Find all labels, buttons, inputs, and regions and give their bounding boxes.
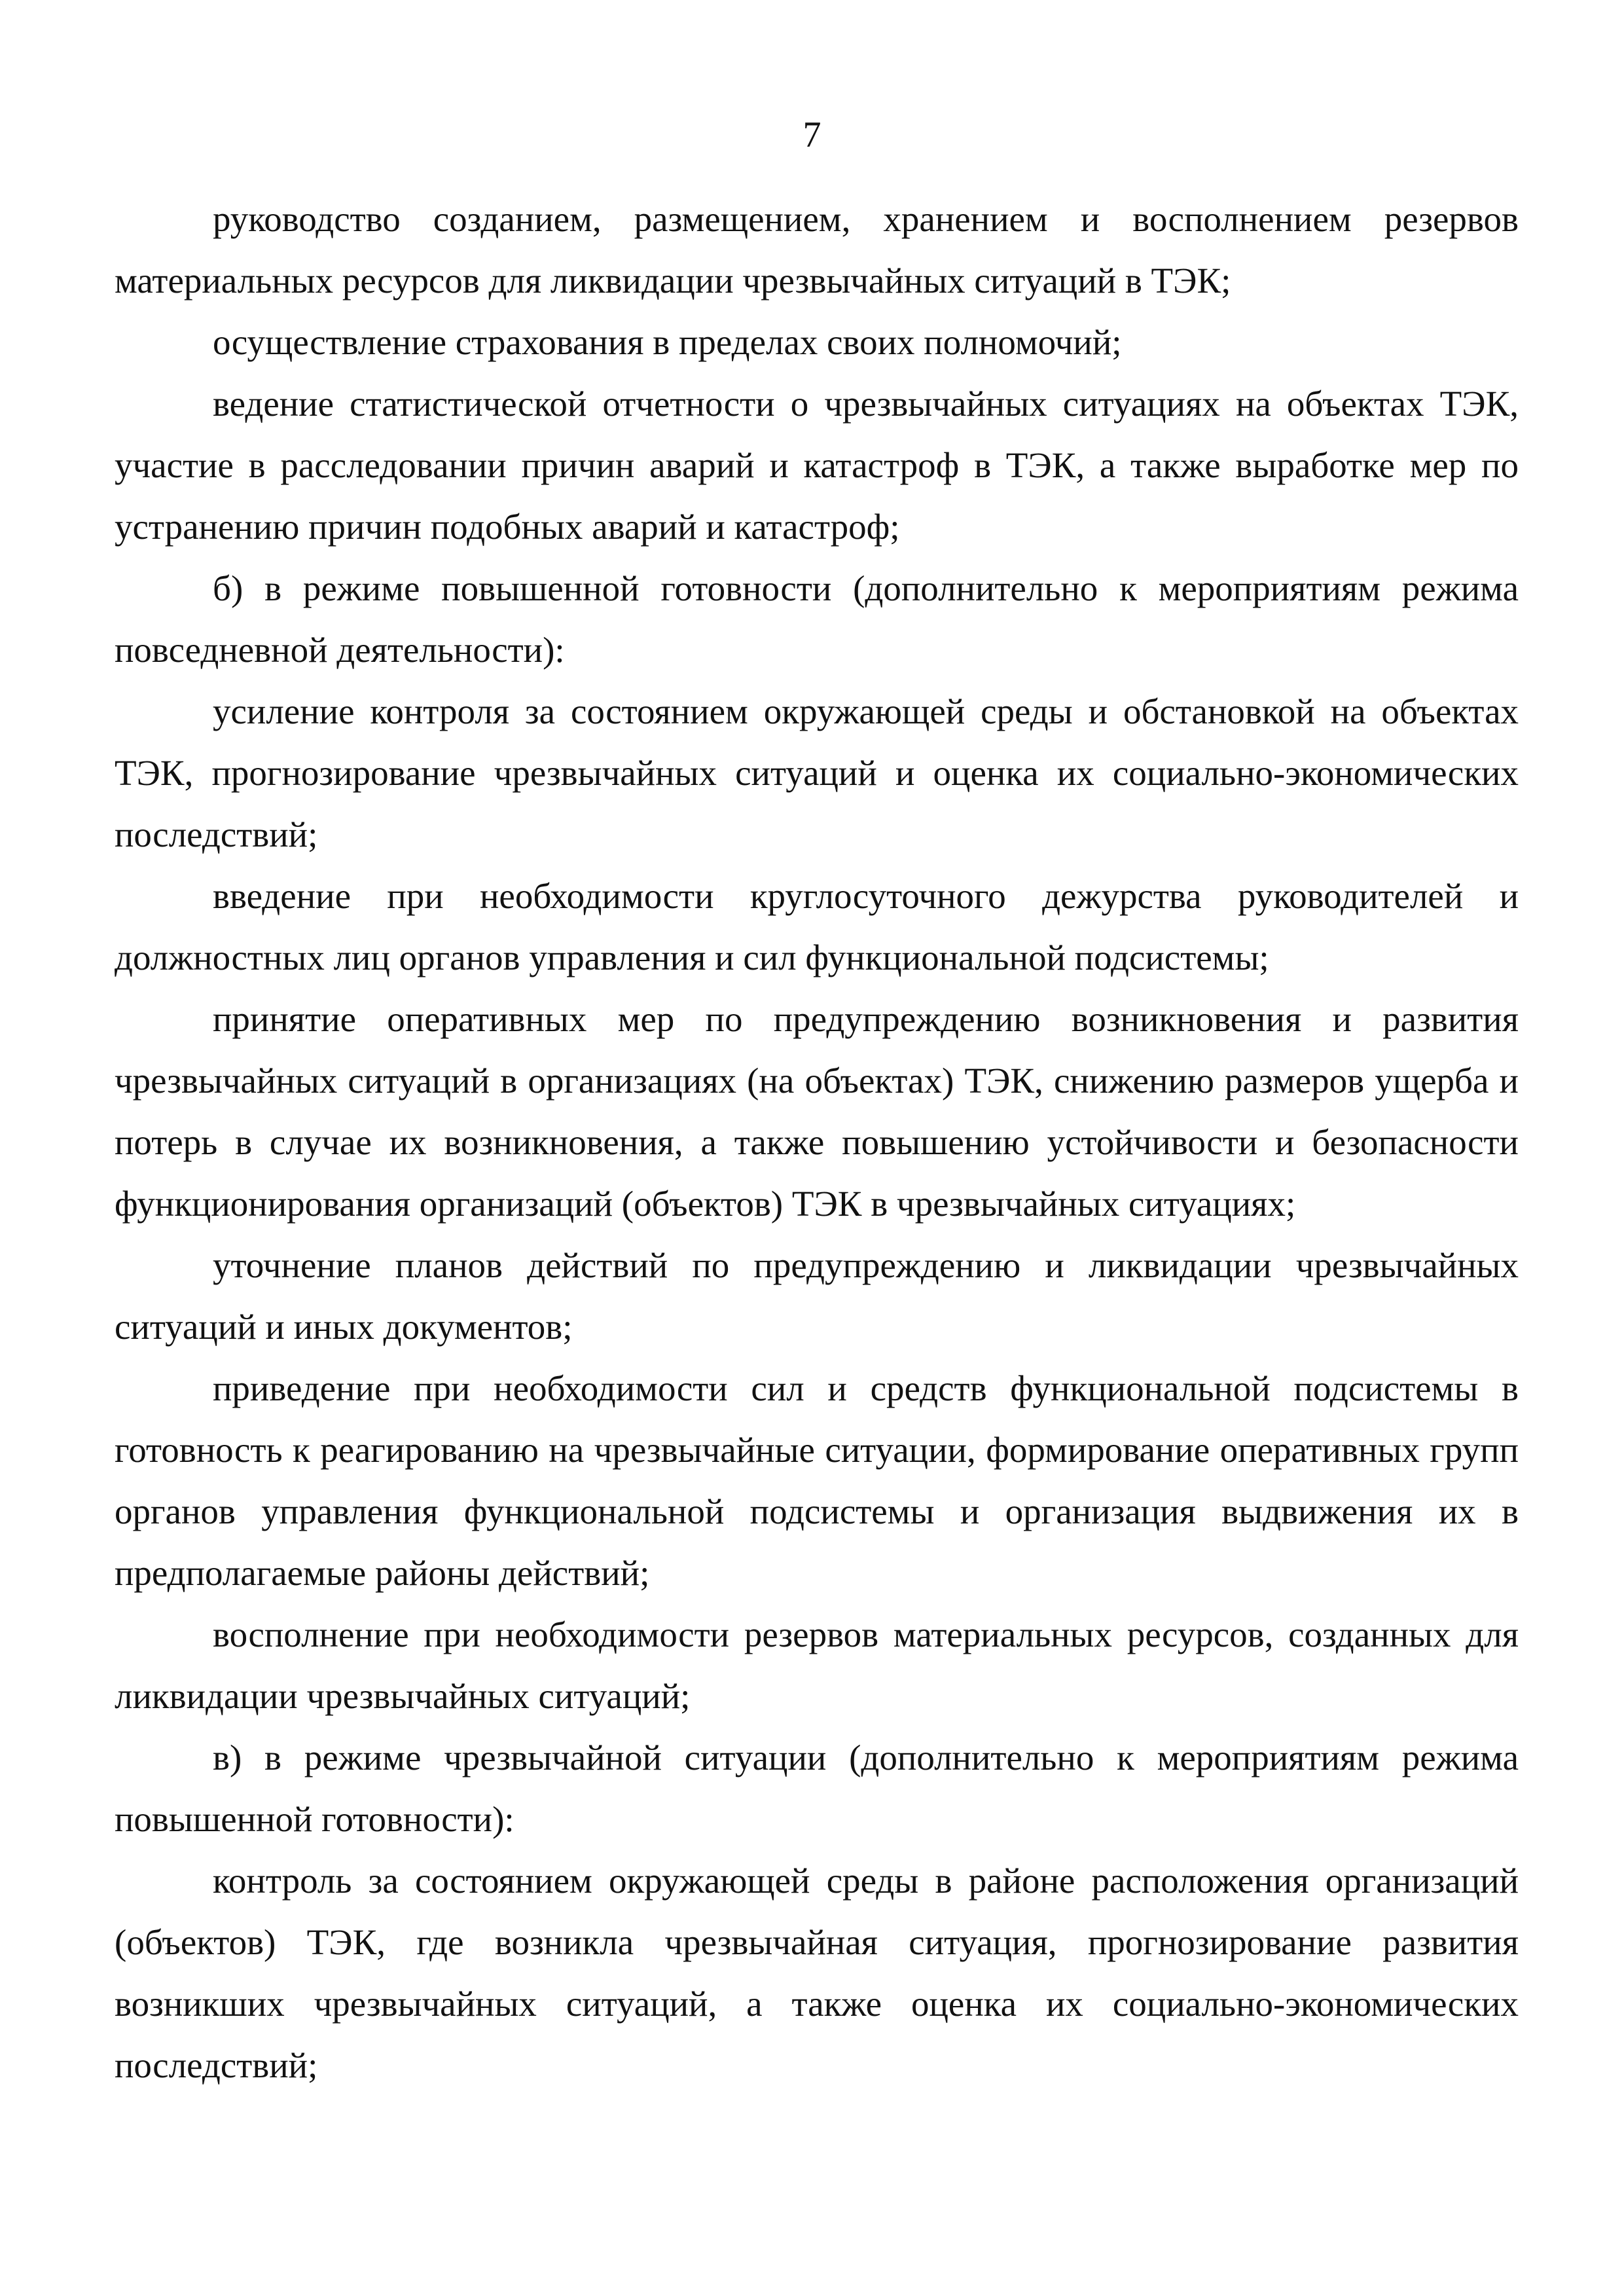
paragraph: контроль за состоянием окружающей среды в районе расположения организаций (объектов) ТЭК, где возникла чрезвычайная ситуация, прогнозирование развития возникших чрезвычайных ситуаций, а также оценка их социально-экономических последствий; (115, 1861, 1519, 2085)
paragraph: уточнение планов действий по предупреждению и ликвидации чрезвычайных ситуаций и иных документов; (115, 1245, 1519, 1347)
paragraph: усиление контроля за состоянием окружающей среды и обстановкой на объектах ТЭК, прогнозирование чрезвычайных ситуаций и оценка их социально-экономических последствий; (115, 691, 1519, 854)
page-number: 7 (803, 115, 821, 155)
paragraph: осуществление страхования в пределах своих полномочий; (213, 322, 1122, 362)
paragraph: приведение при необходимости сил и средств функциональной подсистемы в готовность к реагированию на чрезвычайные ситуации, формирование оперативных групп органов управления функциональной подсистемы и организация выдвижения их в предполагаемые районы действий; (115, 1368, 1519, 1593)
paragraph: принятие оперативных мер по предупреждению возникновения и развития чрезвычайных ситуаций в организациях (на объектах) ТЭК, снижению размеров ущерба и потерь в случае их возникновения, а также повышению устойчивости и безопасности функционирования организаций (объектов) ТЭК в чрезвычайных ситуациях; (115, 999, 1519, 1224)
document-body (115, 189, 1519, 2096)
paragraph: введение при необходимости круглосуточного дежурства руководителей и должностных лиц органов управления и сил функциональной подсистемы; (115, 876, 1519, 977)
paragraph: в) в режиме чрезвычайной ситуации (дополнительно к мероприятиям режима повышенной готовности): (115, 1738, 1519, 1839)
paragraph: восполнение при необходимости резервов материальных ресурсов, созданных для ликвидации чрезвычайных ситуаций; (115, 1614, 1519, 1716)
paragraph: б) в режиме повышенной готовности (дополнительно к мероприятиям режима повседневной деятельности): (115, 568, 1519, 670)
paragraph: руководство созданием, размещением, хранением и восполнением резервов материальных ресурсов для ликвидации чрезвычайных ситуаций в ТЭК; (115, 199, 1519, 301)
paragraph: ведение статистической отчетности о чрезвычайных ситуациях на объектах ТЭК, участие в расследовании причин аварий и катастроф в ТЭК, а также выработке мер по устранению причин подобных аварий и катастроф; (115, 384, 1519, 547)
